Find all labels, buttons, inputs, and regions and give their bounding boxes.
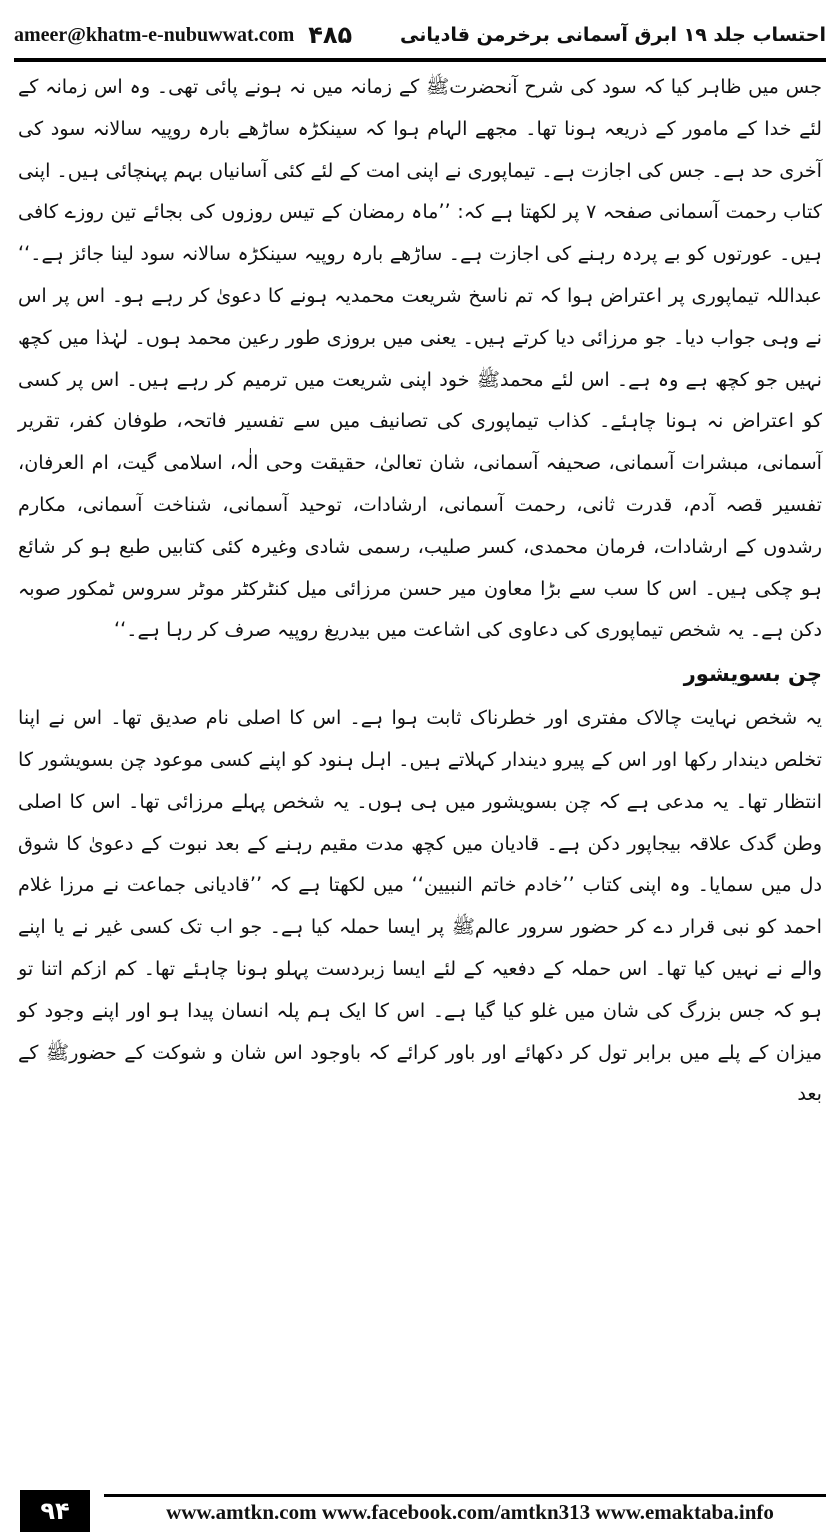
footer-page-number: ۹۴ — [20, 1490, 90, 1532]
page-footer — [14, 1490, 826, 1532]
paragraph-1: جس میں ظاہر کیا کہ سود کی شرح آنحضرتﷺ کے زمانہ میں نہ ہونے پائی تھی۔ وہ اس زمانہ کے لئے خدا کے مامور کے ذریعہ ہونا تھا۔ مجھے الہام ہوا کہ سینکڑہ ساڑھے بارہ روپیہ سالانہ سود کی آخری حد ہے۔ جس کی اجازت ہے۔ تیماپوری نے اپنی امت کے لئے کئی آسانیاں بہم پہنچائی ہیں۔ اپنی کتاب رحمت آسمانی صفحہ ۷ پر لکھتا ہے کہ: ’’ماہ رمضان کے تیس روزوں کی بجائے تین روزے کافی ہیں۔ عورتوں کو بے پردہ رہنے کی اجازت ہے۔ ساڑھے بارہ روپیہ سینکڑہ سالانہ سود لینا جائز ہے۔‘‘ عبداللہ تیماپوری پر اعتراض ہوا کہ تم ناسخ شریعت محمدیہ ہونے کا دعویٰ کر رہے ہو۔ اس پر اس نے وہی جواب دیا۔ جو مرزائی دیا کرتے ہیں۔ یعنی میں بروزی طور رعین محمد ہوں۔ لہٰذا میں کچھ نہیں جو کچھ ہے وہ ہے۔ اس لئے محمدﷺ خود اپنی شریعت میں ترمیم کر رہے ہیں۔ اس پر کسی کو اعتراض نہ ہونا چاہئے۔ کذاب تیماپوری کی تصانیف میں سے تفسیر فاتحہ، طوفان کفر، تقریر آسمانی، مبشرات آسمانی، صحیفہ آسمانی، شان تعالیٰ، حقیقت وحی الٰہ، اسلامی گیت، ام العرفان، تفسیر قصہ آدم، قدرت ثانی، رحمت آسمانی، ارشادات، توحید آسمانی، شناخت آسمانی، مکارم رشدوں کے ارشادات، فرمان محمدی، کسر صلیب، رسمی شادی وغیرہ کئی کتابیں طبع ہو کر شائع ہو چکی ہیں۔ اس کا سب سے بڑا معاون میر حسن مرزائی میل کنٹرکٹر موٹر سروس ٹمکور صوبہ دکن ہے۔ یہ شخص تیماپوری کی دعاوی کی اشاعت میں بیدریغ روپیہ صرف کر رہا ہے۔‘‘ — [17, 75, 822, 642]
page-body — [18, 66, 822, 1115]
header-left — [14, 21, 352, 49]
footer-links[interactable]: www.amtkn.com www.facebook.com/amtkn313 www.emaktaba.info — [166, 1500, 774, 1524]
header-rule — [14, 58, 826, 62]
header-title: احتساب جلد ۱۹ ابرق آسمانی برخرمن قادیانی — [399, 24, 826, 46]
header-page-number: ۴۸۵ — [308, 21, 353, 49]
header-email[interactable]: ameer@khatm-e-nubuwwat.com — [14, 23, 295, 46]
page-header — [14, 18, 826, 52]
section-heading: چن بسویشور — [683, 662, 822, 687]
paragraph-2: یہ شخص نہایت چالاک مفتری اور خطرناک ثابت ہوا ہے۔ اس کا اصلی نام صدیق تھا۔ اس نے اپنا تخلص دیندار رکھا اور اس کے پیرو دیندار کہلاتے ہیں۔ اہل ہنود کو اپنے کسی موعود چن بسویشور کا انتظار تھا۔ یہ مدعی ہے کہ چن بسویشور میں ہی ہوں۔ یہ شخص پہلے مرزائی تھا۔ اس کا اصلی وطن گدک علاقہ بیجاپور دکن ہے۔ قادیان میں کچھ مدت مقیم رہنے کے بعد نبوت کے دعویٰ کا شوق دل میں سمایا۔ وہ اپنی کتاب ’’خادم خاتم النبیین‘‘ میں لکھتا ہے کہ ’’قادیانی جماعت نے مرزا غلام احمد کو نبی قرار دے کر حضور سرور عالمﷺ پر ایسا حملہ کیا ہے۔ جو اب تک کسی غیر نے یا اپنے والے نے نہیں کیا تھا۔ اس حملہ کے دفعیہ کے لئے ایسا زبردست پہلو ہونا چاہئے تھا۔ کم ازکم اتنا تو ہو کہ جس بزرگ کی شان میں غلو کیا گیا ہے۔ اس کا ایک ہم پلہ انسان پیدا ہو اور اپنے وجود کو میزان کے پلے میں برابر تول کر دکھائے اور باور کرائے کہ باوجود اس شان و شوکت کے حضورﷺ کے بعد — [18, 706, 822, 1106]
footer-rule — [104, 1494, 826, 1497]
